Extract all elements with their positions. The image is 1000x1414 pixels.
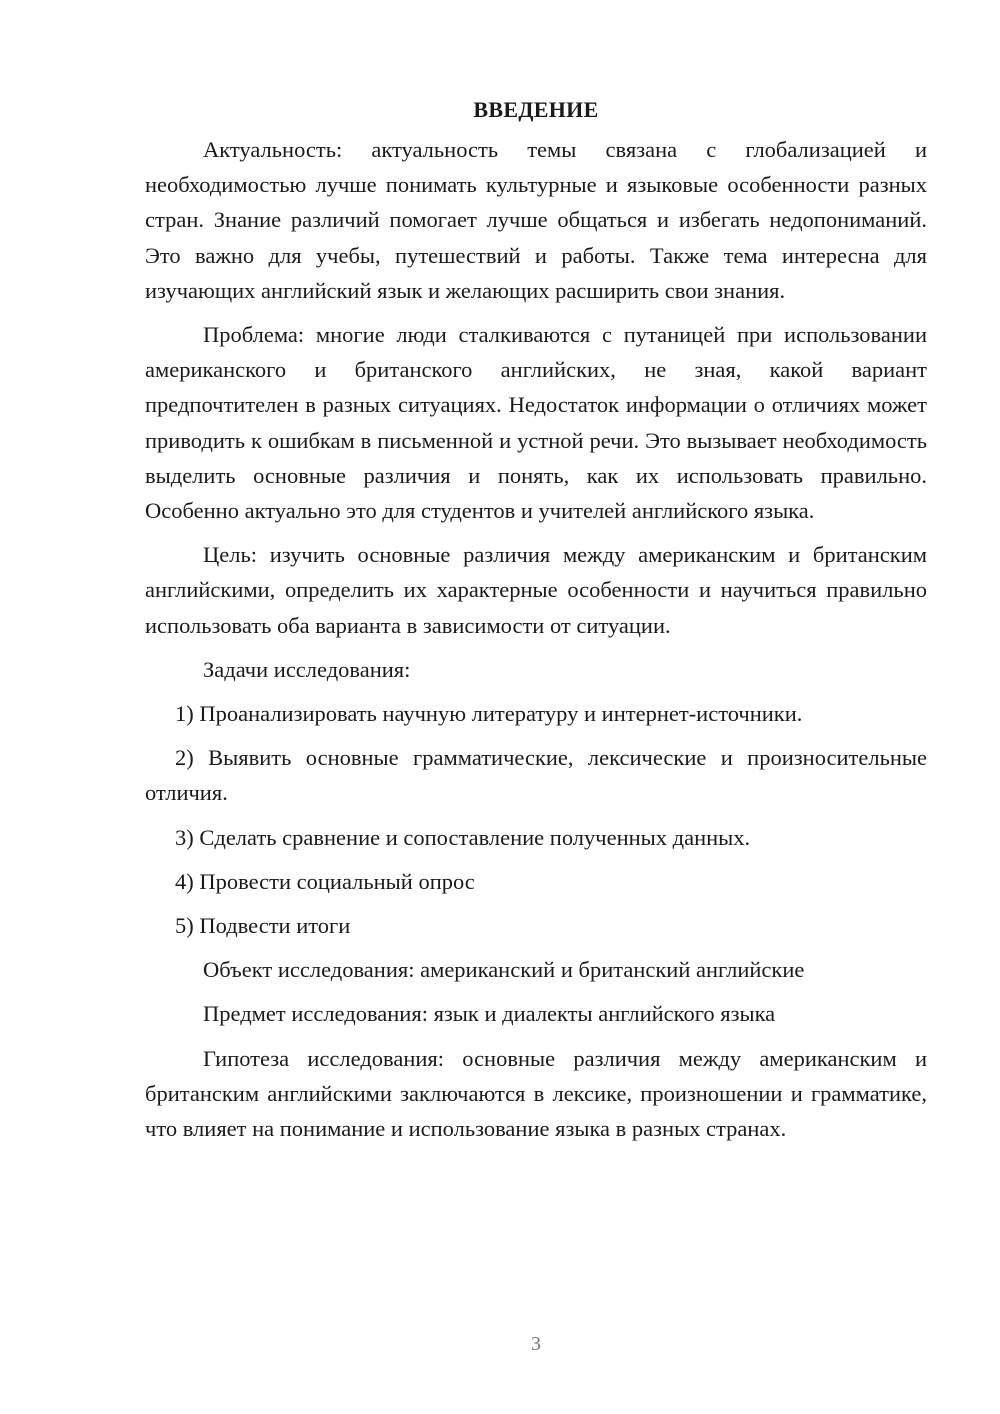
task-item-5: 5) Подвести итоги <box>175 913 351 939</box>
task-item-4: 4) Провести социальный опрос <box>175 868 475 894</box>
task-item-1: 1) Проанализировать научную литературу и интернет-источники. <box>175 701 803 727</box>
task-item-3: 3) Сделать сравнение и сопоставление полученных данных. <box>175 824 751 850</box>
relevance-paragraph: Актуальность: актуальность темы связана с глобализацией и необходимостью лучше понимать культурные и языковые особенности разных стран. Знание различий помогает лучше общаться и избегать недопониманий. Это важно для учебы, путешествий и работы. Также тема интересна для изучающих английский язык и желающих расширить свои знания. <box>145 137 927 303</box>
task-item-2: 2) Выявить основные грамматические, лексические и произносительные отличия. <box>145 745 927 806</box>
hypothesis-paragraph: Гипотеза исследования: основные различия между американским и британским английскими заключаются в лексике, произношении и грамматике, что влияет на понимание и использование языка в разных странах. <box>145 1045 927 1142</box>
section-heading: ВВЕДЕНИЕ <box>473 97 599 122</box>
page-number: 3 <box>531 1333 541 1355</box>
problem-paragraph: Проблема: многие люди сталкиваются с путаницей при использовании американского и британского английских, не зная, какой вариант предпочтителен в разных ситуациях. Недостаток информации о отличиях может приводить к ошибкам в письменной и устной речи. Это вызывает необходимость выделить основные различия и понять, как их использовать правильно. Особенно актуально это для студентов и учителей английского языка. <box>145 322 927 524</box>
subject-paragraph: Предмет исследования: язык и диалекты английского языка <box>203 1001 776 1027</box>
object-paragraph: Объект исследования: американский и британский английские <box>203 957 805 983</box>
tasks-heading: Задачи исследования: <box>203 656 411 682</box>
document-page <box>145 92 927 1155</box>
goal-paragraph: Цель: изучить основные различия между американским и британским английскими, определить их характерные особенности и научиться правильно использовать оба варианта в зависимости от ситуации. <box>145 542 927 638</box>
